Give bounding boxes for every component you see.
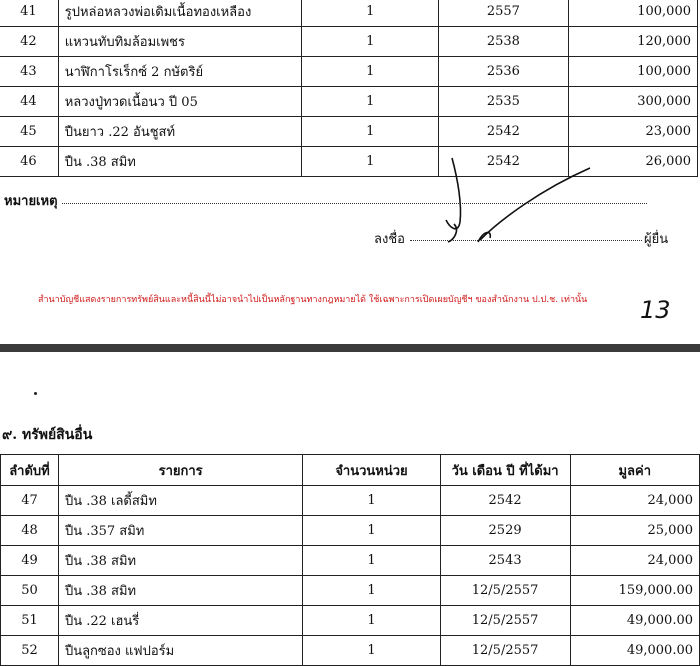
table-row (1, 576, 700, 606)
row-quantity: 1 (302, 147, 439, 177)
row-item: หลวงปู่ทวดเนื้อนว ปี 05 (58, 87, 302, 117)
row-item: ปืนลูกซอง แฟปอร์ม (58, 636, 302, 666)
row-item: รูปหล่อหลวงพ่อเดิมเนื้อทองเหลือง (58, 0, 302, 27)
row-quantity: 1 (303, 636, 440, 666)
header-quantity: จำนวนหน่วย (303, 455, 440, 486)
row-date: 12/5/2557 (440, 576, 570, 606)
remark-line (62, 203, 647, 204)
table-row (0, 27, 698, 57)
table-row (1, 636, 700, 666)
row-item: ปืน .38 เลดี้สมิท (58, 486, 302, 516)
row-date: 2535 (439, 87, 568, 117)
row-value: 23,000 (568, 117, 697, 147)
row-quantity: 1 (303, 576, 440, 606)
row-number: 50 (1, 576, 59, 606)
row-date: 2542 (439, 117, 568, 147)
table-row (0, 117, 698, 147)
row-item: ปืน .357 สมิท (58, 516, 302, 546)
other-assets-table (0, 454, 700, 666)
sign-label: ลงชื่อ (374, 232, 405, 247)
row-item: ปืน .38 สมิท (58, 576, 302, 606)
row-number: 52 (1, 636, 59, 666)
table-row (1, 546, 700, 576)
row-number: 48 (1, 516, 59, 546)
row-value: 159,000.00 (570, 576, 699, 606)
header-item: รายการ (58, 455, 302, 486)
row-number: 42 (0, 27, 58, 57)
table-row (1, 486, 700, 516)
row-date: 2543 (440, 546, 570, 576)
row-number: 43 (0, 57, 58, 87)
header-number: ลำดับที่ (1, 455, 59, 486)
row-quantity: 1 (302, 87, 439, 117)
row-item: ปืนยาว .22 อันชูสท์ (58, 117, 302, 147)
row-value: 120,000 (568, 27, 697, 57)
row-value: 300,000 (568, 87, 697, 117)
signature-line (410, 240, 642, 241)
row-value: 49,000.00 (570, 606, 699, 636)
row-quantity: 1 (302, 117, 439, 147)
row-date: 12/5/2557 (440, 636, 570, 666)
row-date: 2536 (439, 57, 568, 87)
table-row (1, 606, 700, 636)
row-quantity: 1 (302, 57, 439, 87)
row-number: 51 (1, 606, 59, 636)
row-date: 2557 (439, 0, 568, 27)
row-date: 2542 (440, 486, 570, 516)
section-title: ๙. ทรัพย์สินอื่น (2, 427, 93, 443)
header-value: มูลค่า (570, 455, 699, 486)
row-item: นาฬิกาโรเร็กซ์ 2 กษัตริย์ (58, 57, 302, 87)
row-quantity: 1 (302, 27, 439, 57)
page-number: 13 (640, 296, 671, 324)
row-value: 25,000 (570, 516, 699, 546)
row-number: 45 (0, 117, 58, 147)
row-quantity: 1 (302, 0, 439, 27)
table-row (0, 57, 698, 87)
row-number: 49 (1, 546, 59, 576)
row-item: ปืน .38 สมิท (58, 147, 302, 177)
table-row (0, 0, 698, 27)
remark-label: หมายเหตุ (4, 194, 58, 209)
row-number: 47 (1, 486, 59, 516)
row-value: 26,000 (568, 147, 697, 177)
row-item: แหวนทับทิมล้อมเพชร (58, 27, 302, 57)
row-value: 49,000.00 (570, 636, 699, 666)
row-value: 100,000 (568, 57, 697, 87)
speck (34, 392, 37, 395)
filer-label: ผู้ยื่น (644, 232, 669, 247)
header-date: วัน เดือน ปี ที่ได้มา (440, 455, 570, 486)
row-date: 12/5/2557 (440, 606, 570, 636)
row-number: 44 (0, 87, 58, 117)
table-row (0, 87, 698, 117)
table-row (1, 516, 700, 546)
row-quantity: 1 (303, 486, 440, 516)
row-number: 46 (0, 147, 58, 177)
row-quantity: 1 (303, 546, 440, 576)
row-date: 2538 (439, 27, 568, 57)
disclaimer-text: สำนาบัญชีแสดงรายการทรัพย์สินและหนี้สินนี้ไม่อาจนำไปเป็นหลักฐานทางกฎหมายได้ ใช้เฉพาะการเปิดเผยบัญชีฯ ของสำนักงาน ป.ป.ช. เท่านั้น (38, 295, 588, 305)
row-date: 2529 (440, 516, 570, 546)
row-value: 100,000 (568, 0, 697, 27)
table-header-row (1, 455, 700, 486)
row-value: 24,000 (570, 546, 699, 576)
row-number: 41 (0, 0, 58, 27)
row-value: 24,000 (570, 486, 699, 516)
row-quantity: 1 (303, 516, 440, 546)
row-item: ปืน .38 สมิท (58, 546, 302, 576)
row-item: ปืน .22 เฮนรี่ (58, 606, 302, 636)
handwritten-signature (440, 150, 610, 250)
row-date: 2542 (439, 147, 568, 177)
page-separator (0, 344, 700, 352)
row-quantity: 1 (303, 606, 440, 636)
